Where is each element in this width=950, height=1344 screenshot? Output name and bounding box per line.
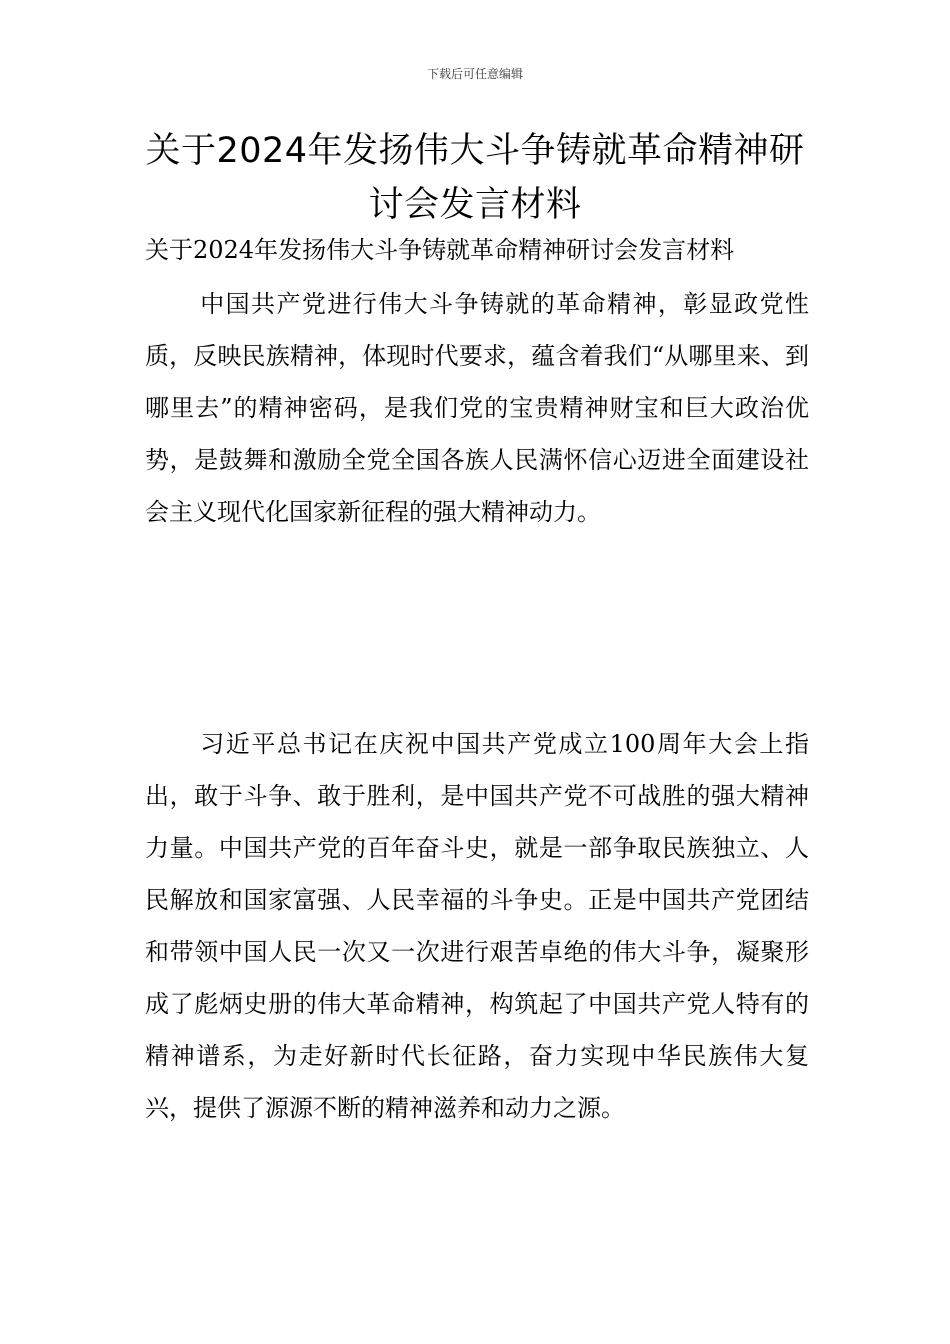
document-subtitle: 关于2024年发扬伟大斗争铸就革命精神研讨会发言材料 [145,236,735,264]
header-note: 下载后可任意编辑 [426,67,523,81]
body-paragraph-1: 中国共产党进行伟大斗争铸就的革命精神，彰显政党性质，反映民族精神，体现时代要求，蕴含着我们“从哪里来、到哪里去”的精神密码，是我们党的宝贵精神财宝和巨大政治优势，是鼓舞和激励全党全国各族人民满怀信心迈进全面建设社会主义现代化国家新征程的强大精神动力。 [145,290,809,526]
body-paragraph-2: 习近平总书记在庆祝中国共产党成立100周年大会上指出，敢于斗争、敢于胜利，是中国共产党不可战胜的强大精神力量。中国共产党的百年奋斗史，就是一部争取民族独立、人民解放和国家富强、人民幸福的斗争史。正是中国共产党团结和带领中国人民一次又一次进行艰苦卓绝的伟大斗争，凝聚形成了彪炳史册的伟大革命精神，构筑起了中国共产党人特有的精神谱系，为走好新时代长征路，奋力实现中华民族伟大复兴，提供了源源不断的精神滋养和动力之源。 [145,730,809,1122]
document-title: 关于2024年发扬伟大斗争铸就革命精神研讨会发言材料 [145,131,805,225]
